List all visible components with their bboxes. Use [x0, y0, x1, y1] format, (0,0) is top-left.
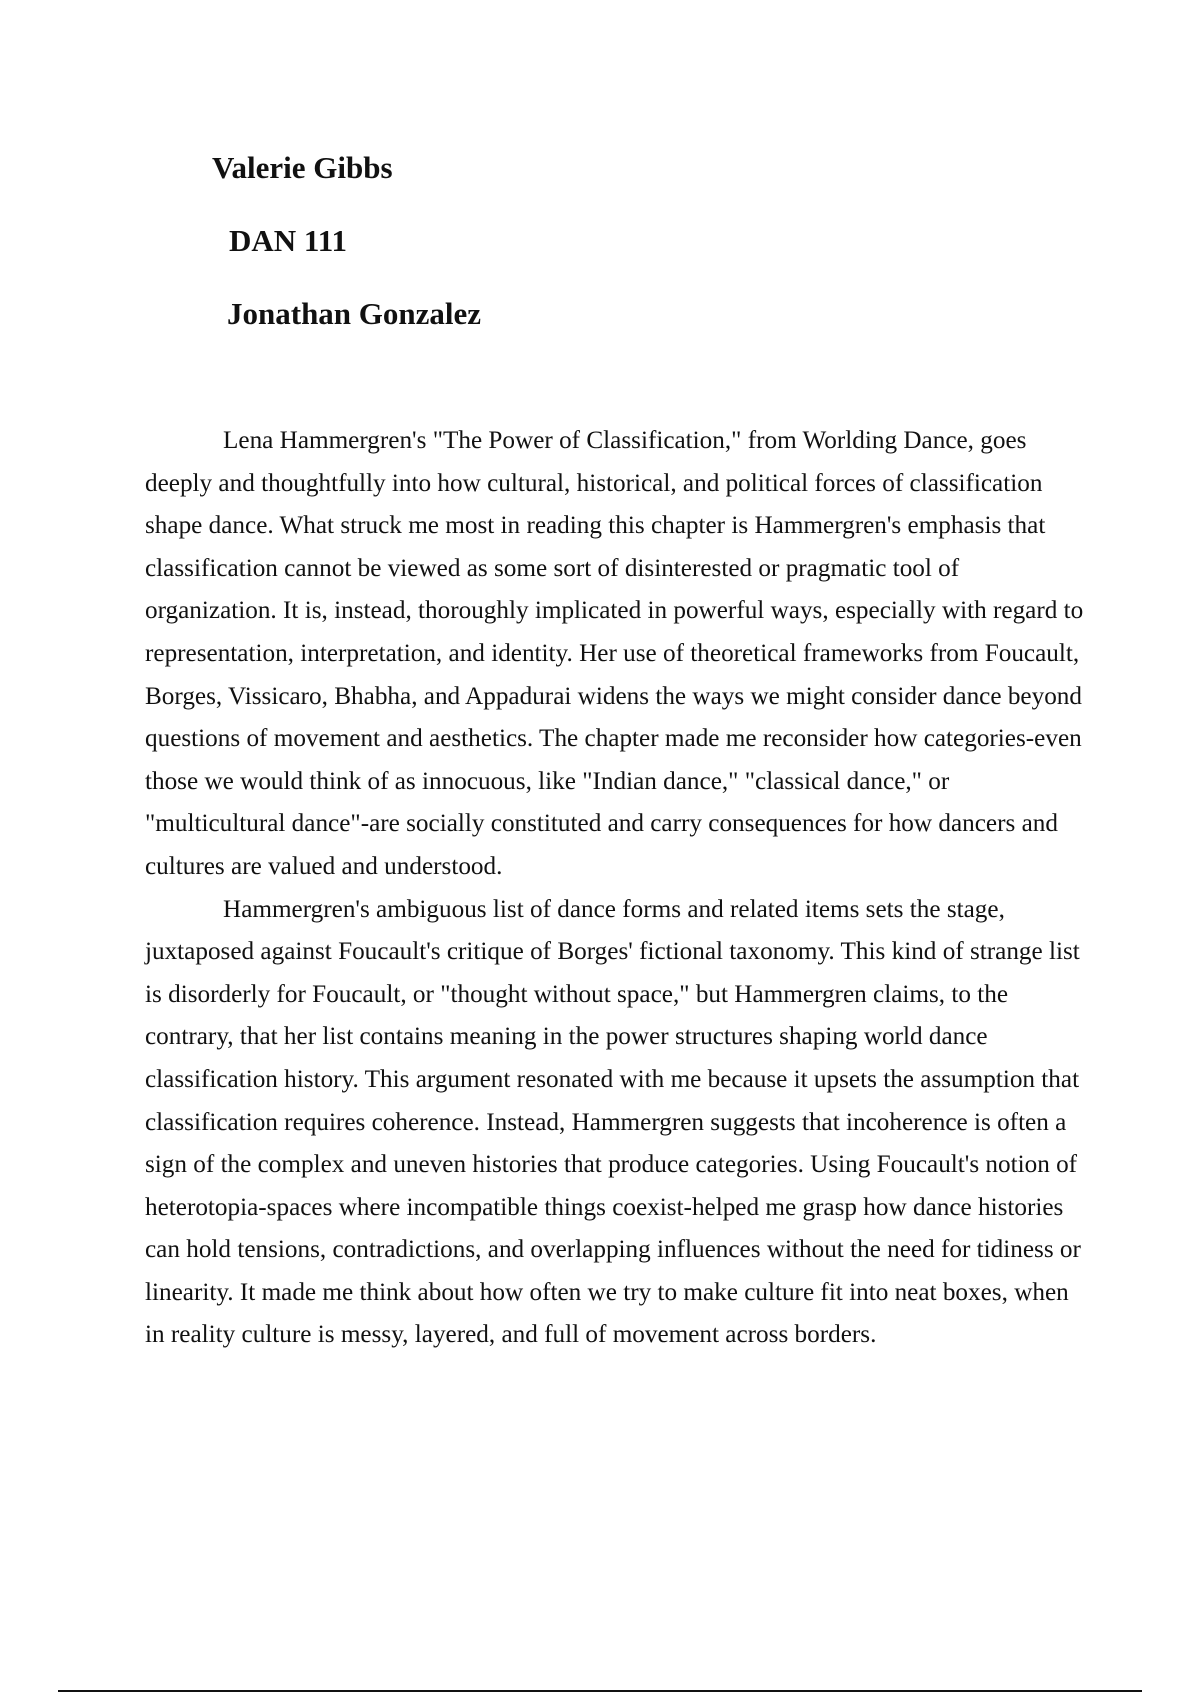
student-name: Valerie Gibbs [212, 150, 393, 185]
essay-body [145, 420, 1090, 1357]
paragraph-2: Hammergren's ambiguous list of dance forms and related items sets the stage, juxtaposed against Foucault's critique of Borges' fictional taxonomy. This kind of strange list is disorderly for Foucault, or "thought without space," but Hammergren claims, to the contrary, that her list contains meaning in the power structures shaping world dance classification history. This argument resonated with me because it upsets the assumption that classification requires coherence. Instead, Hammergren suggests that incoherence is often a sign of the complex and uneven histories that produce categories. Using Foucault's notion of heterotopia-spaces where incompatible things coexist-helped me grasp how dance histories can hold tensions, contradictions, and overlapping influences without the need for tidiness or linearity. It made me think about how often we try to make culture fit into neat boxes, when in reality culture is messy, layered, and full of movement across borders. [145, 895, 1081, 1349]
page-bottom-rule [58, 1690, 1142, 1692]
course-code: DAN 111 [229, 223, 347, 258]
instructor-name: Jonathan Gonzalez [227, 296, 482, 331]
paragraph-1: Lena Hammergren's "The Power of Classification," from Worlding Dance, goes deeply and thoughtfully into how cultural, historical, and political forces of classification shape dance. What struck me most in reading this chapter is Hammergren's emphasis that classification cannot be viewed as some sort of disinterested or pragmatic tool of organization. It is, instead, thoroughly implicated in powerful ways, especially with regard to representation, interpretation, and identity. Her use of theoretical frameworks from Foucault, Borges, Vissicaro, Bhabha, and Appadurai widens the ways we might consider dance beyond questions of movement and aesthetics. The chapter made me reconsider how categories-even those we would think of as innocuous, like "Indian dance," "classical dance," or "multicultural dance"-are socially constituted and carry consequences for how dancers and cultures are valued and understood. [145, 427, 1084, 880]
